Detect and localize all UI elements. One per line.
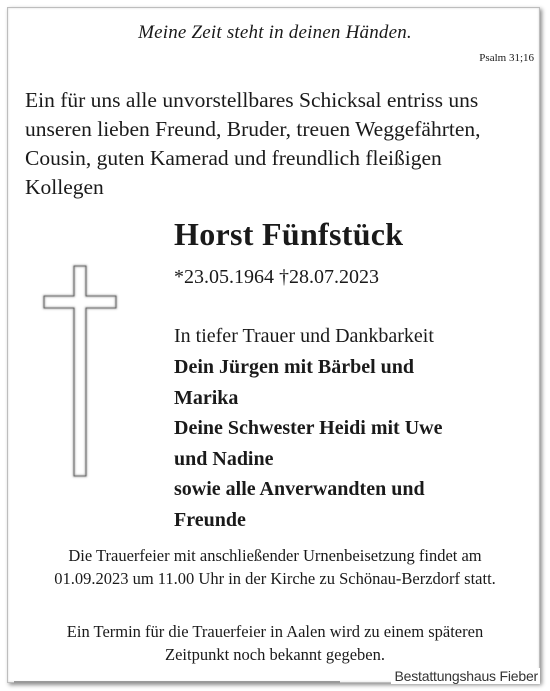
deceased-name: Horst Fünfstück (174, 216, 404, 252)
mourner-line: Dein Jürgen mit Bärbel und (174, 356, 415, 378)
mourning-intro: In tiefer Trauer und Dankbarkeit (174, 325, 434, 347)
funeral-home-credit: Bestattungshaus Fieber (391, 668, 540, 684)
service-line: 01.09.2023 um 11.00 Uhr in der Kirche zu Schönau-Berzdorf statt. (54, 569, 496, 588)
mourner-line: und Nadine (174, 447, 274, 470)
motto-verse: Meine Zeit steht in deinen Händen. (138, 22, 412, 43)
later-service-note (0, 620, 550, 666)
intro-line: Kollegen (25, 175, 104, 199)
intro-line: Cousin, guten Kamerad und freundlich fleißigen (25, 146, 442, 170)
mourner-line: Marika (174, 386, 239, 409)
later-line: Ein Termin für die Trauerfeier in Aalen wird zu einem späteren (66, 622, 484, 641)
mourner-line: sowie alle Anverwandten und (174, 478, 425, 500)
mourner-line: Freunde (174, 508, 246, 531)
life-dates: *23.05.1964 †28.07.2023 (174, 266, 379, 288)
mourner-line: Deine Schwester Heidi mit Uwe (174, 417, 443, 439)
intro-line: Ein für uns alle unvorstellbares Schicksal entriss uns (25, 88, 479, 112)
mourners-list (174, 352, 514, 535)
later-line: Zeitpunkt noch bekannt gegeben. (165, 645, 385, 664)
intro-line: unseren lieben Freund, Bruder, treuen Weggefährten, (25, 117, 481, 141)
intro-text (25, 86, 535, 202)
service-line: Die Trauerfeier mit anschließender Urnenbeisetzung findet am (68, 546, 482, 565)
scripture-reference: Psalm 31;16 (479, 52, 534, 64)
footer-rule (14, 681, 340, 683)
latin-cross-icon (40, 262, 120, 482)
service-details (0, 544, 550, 590)
